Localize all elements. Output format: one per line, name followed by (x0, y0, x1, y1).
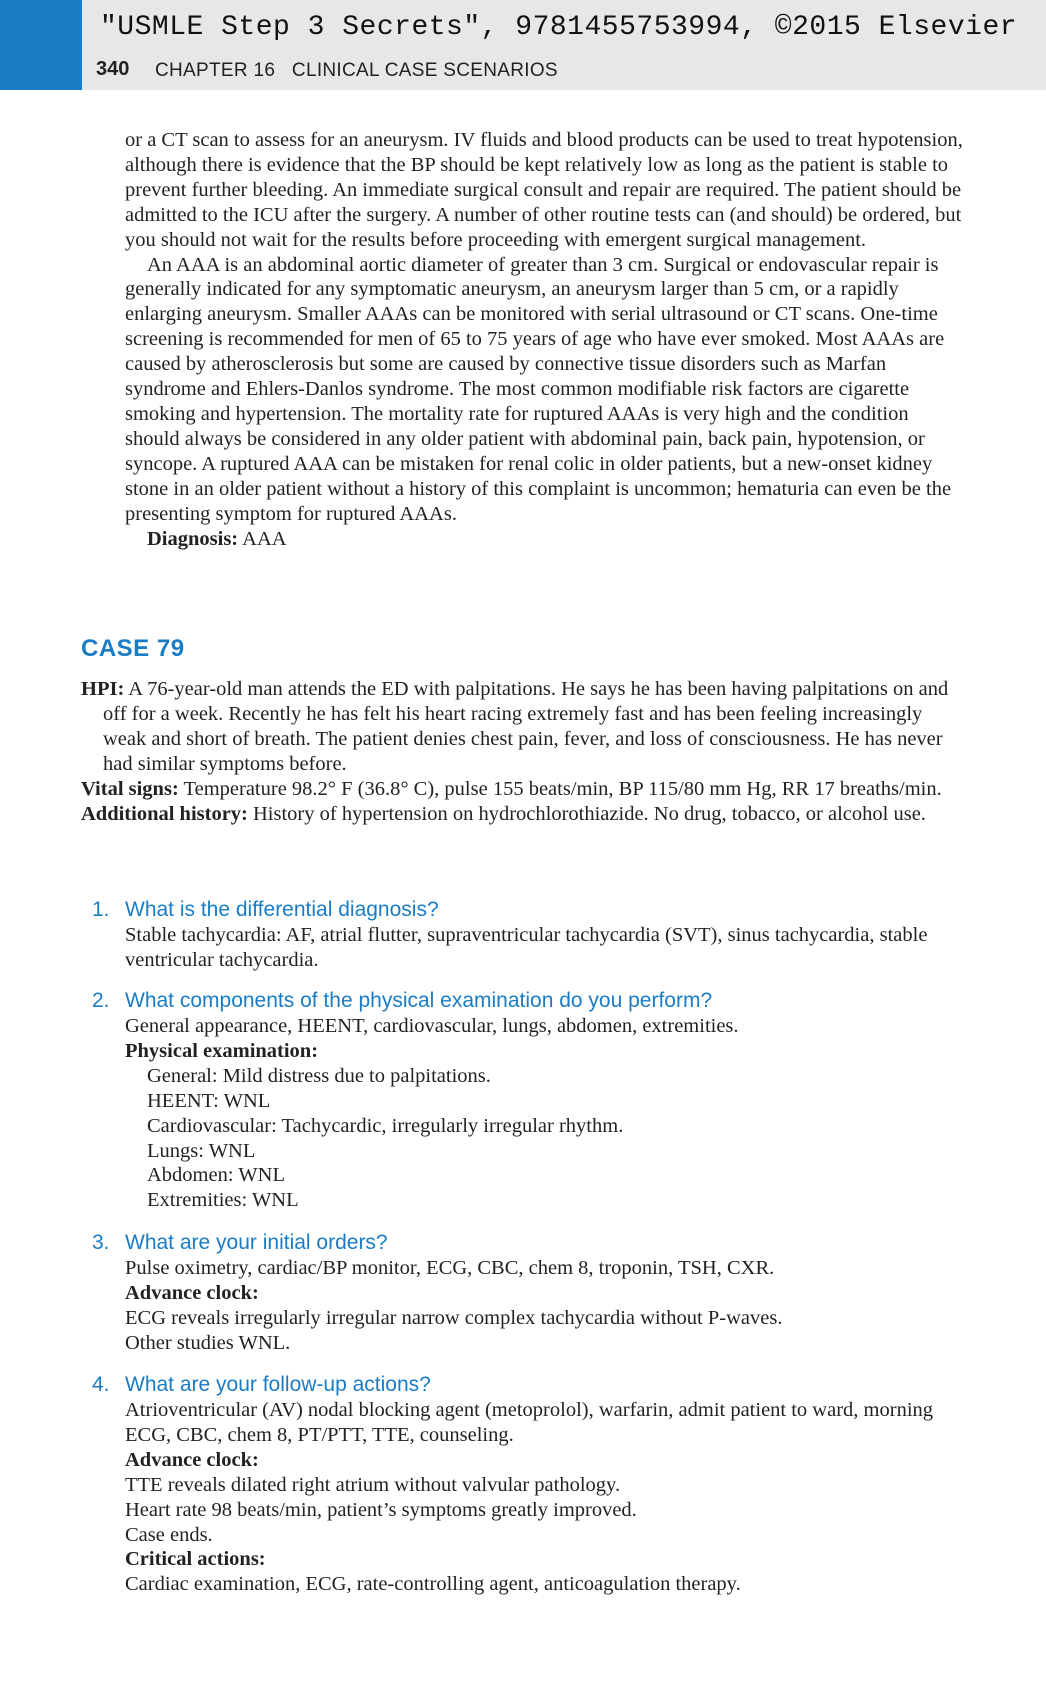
exam-item-lungs: Lungs: WNL (147, 1139, 256, 1162)
exam-item-abdomen: Abdomen: WNL (147, 1164, 285, 1187)
question-1-body (92, 923, 962, 973)
question-4 (92, 1372, 962, 1597)
additional-history-line (81, 802, 961, 827)
header-color-tab (0, 0, 82, 90)
book-citation: "USMLE Step 3 Secrets", 9781455753994, ©2015 Elsevier (100, 12, 1018, 43)
exam-item-general: General: Mild distress due to palpitations. (147, 1064, 491, 1087)
critical-actions-label: Critical actions: (125, 1548, 266, 1571)
question-1-title: What is the differential diagnosis? (125, 898, 439, 921)
advance-clock-label: Advance clock: (125, 1281, 259, 1304)
page-number: 340 (96, 58, 130, 80)
question-4-body (92, 1398, 962, 1597)
vitals-label: Vital signs: (81, 777, 179, 800)
hpi-line (81, 677, 961, 777)
case-history (81, 677, 961, 826)
question-4-title: What are your follow-up actions? (125, 1373, 431, 1396)
intro-paragraph-1: or a CT scan to assess for an aneurysm. IV fluids and blood products can be used to treat hypotension, although there is evidence that the BP should be kept relatively low as long as the patient is stable to prevent further bleeding. An immediate surgical consult and repair are required. The patient should be admitted to the ICU after the surgery. A number of other routine tests can (and should) be ordered, but you should not wait for the results before proceeding with emergent surgical management. (125, 129, 963, 251)
page-header (0, 0, 1046, 90)
case-heading: CASE 79 (81, 635, 185, 662)
hpi-text: A 76-year-old man attends the ED with palpitations. He says he has been having palpitations on and off for a week. Recently he has felt his heart racing extremely fast and has been feeling increasingly weak and short of breath. The patient denies chest pain, fever, and loss of consciousness. He has never had similar symptoms before. (103, 678, 949, 775)
question-4-title-line (92, 1372, 962, 1398)
question-1 (92, 897, 962, 973)
question-2-title: What components of the physical examination do you perform? (125, 989, 713, 1012)
exam-item-extremities: Extremities: WNL (147, 1189, 299, 1212)
question-4-number: 4. (92, 1373, 110, 1396)
question-3-body (92, 1256, 962, 1356)
hpi-label: HPI: (81, 678, 125, 700)
question-2 (92, 988, 962, 1213)
question-4-result-3: Case ends. (125, 1523, 213, 1546)
question-2-body (92, 1014, 962, 1213)
exam-item-heent: HEENT: WNL (147, 1089, 271, 1112)
question-3-title-line (92, 1230, 962, 1256)
question-2-number: 2. (92, 989, 110, 1012)
diagnosis-line (125, 527, 965, 552)
question-1-answer: Stable tachycardia: AF, atrial flutter, supraventricular tachycardia (SVT), sinus tachycardia, stable ventricular tachycardia. (125, 924, 928, 971)
vitals-text: Temperature 98.2° F (36.8° C), pulse 155 beats/min, BP 115/80 mm Hg, RR 17 breaths/min. (178, 777, 942, 800)
question-1-title-line (92, 897, 962, 923)
question-2-answer: General appearance, HEENT, cardiovascular, lungs, abdomen, extremities. (125, 1015, 739, 1037)
additional-history-text: History of hypertension on hydrochlorothiazide. No drug, tobacco, or alcohol use. (247, 802, 926, 825)
question-2-title-line (92, 988, 962, 1014)
question-3-result-2: Other studies WNL. (125, 1331, 291, 1354)
exam-item-cardiovascular: Cardiovascular: Tachycardic, irregularly irregular rhythm. (147, 1114, 624, 1137)
question-3-number: 3. (92, 1231, 110, 1254)
question-3-answer: Pulse oximetry, cardiac/BP monitor, ECG, CBC, chem 8, troponin, TSH, CXR. (125, 1257, 775, 1279)
critical-actions-text: Cardiac examination, ECG, rate-controlling agent, anticoagulation therapy. (125, 1573, 741, 1596)
diagnosis-label: Diagnosis: (147, 527, 239, 550)
advance-clock-label: Advance clock: (125, 1448, 259, 1471)
question-3-result-1: ECG reveals irregularly irregular narrow complex tachycardia without P-waves. (125, 1306, 783, 1329)
diagnosis-value: AAA (238, 527, 287, 550)
physical-exam-label: Physical examination: (125, 1039, 319, 1062)
question-4-result-2: Heart rate 98 beats/min, patient’s symptoms greatly improved. (125, 1498, 637, 1521)
question-3 (92, 1230, 962, 1356)
chapter-title: CHAPTER 16 CLINICAL CASE SCENARIOS (155, 60, 558, 81)
vitals-line (81, 777, 961, 802)
additional-history-label: Additional history: (81, 802, 248, 825)
question-1-number: 1. (92, 898, 110, 921)
intro-paragraph-2: An AAA is an abdominal aortic diameter of greater than 3 cm. Surgical or endovascular repair is generally indicated for any symptomatic aneurysm, an aneurysm larger than 5 cm, or a rapidly enlarging aneurysm. Smaller AAAs can be monitored with serial ultrasound or CT scans. One-time screening is recommended for men of 65 to 75 years of age who have ever smoked. Most AAAs are caused by atherosclerosis but some are caused by connective tissue disorders such as Marfan syndrome and Ehlers-Danlos syndrome. The most common modifiable risk factors are cigarette smoking and hypertension. The mortality rate for ruptured AAAs is very high and the condition should always be considered in any older patient with abdominal pain, back pain, hypotension, or syncope. A ruptured AAA can be mistaken for renal colic in older patients, but a new-onset kidney stone in an older patient without a history of this complaint is uncommon; hematuria can even be the presenting symptom for ruptured AAAs. (125, 253, 952, 525)
question-3-title: What are your initial orders? (125, 1231, 388, 1254)
intro-section (125, 128, 965, 551)
question-4-answer: Atrioventricular (AV) nodal blocking agent (metoprolol), warfarin, admit patient to ward, morning ECG, CBC, chem 8, PT/PTT, TTE, counseling. (125, 1399, 934, 1446)
question-4-result-1: TTE reveals dilated right atrium without valvular pathology. (125, 1473, 621, 1496)
